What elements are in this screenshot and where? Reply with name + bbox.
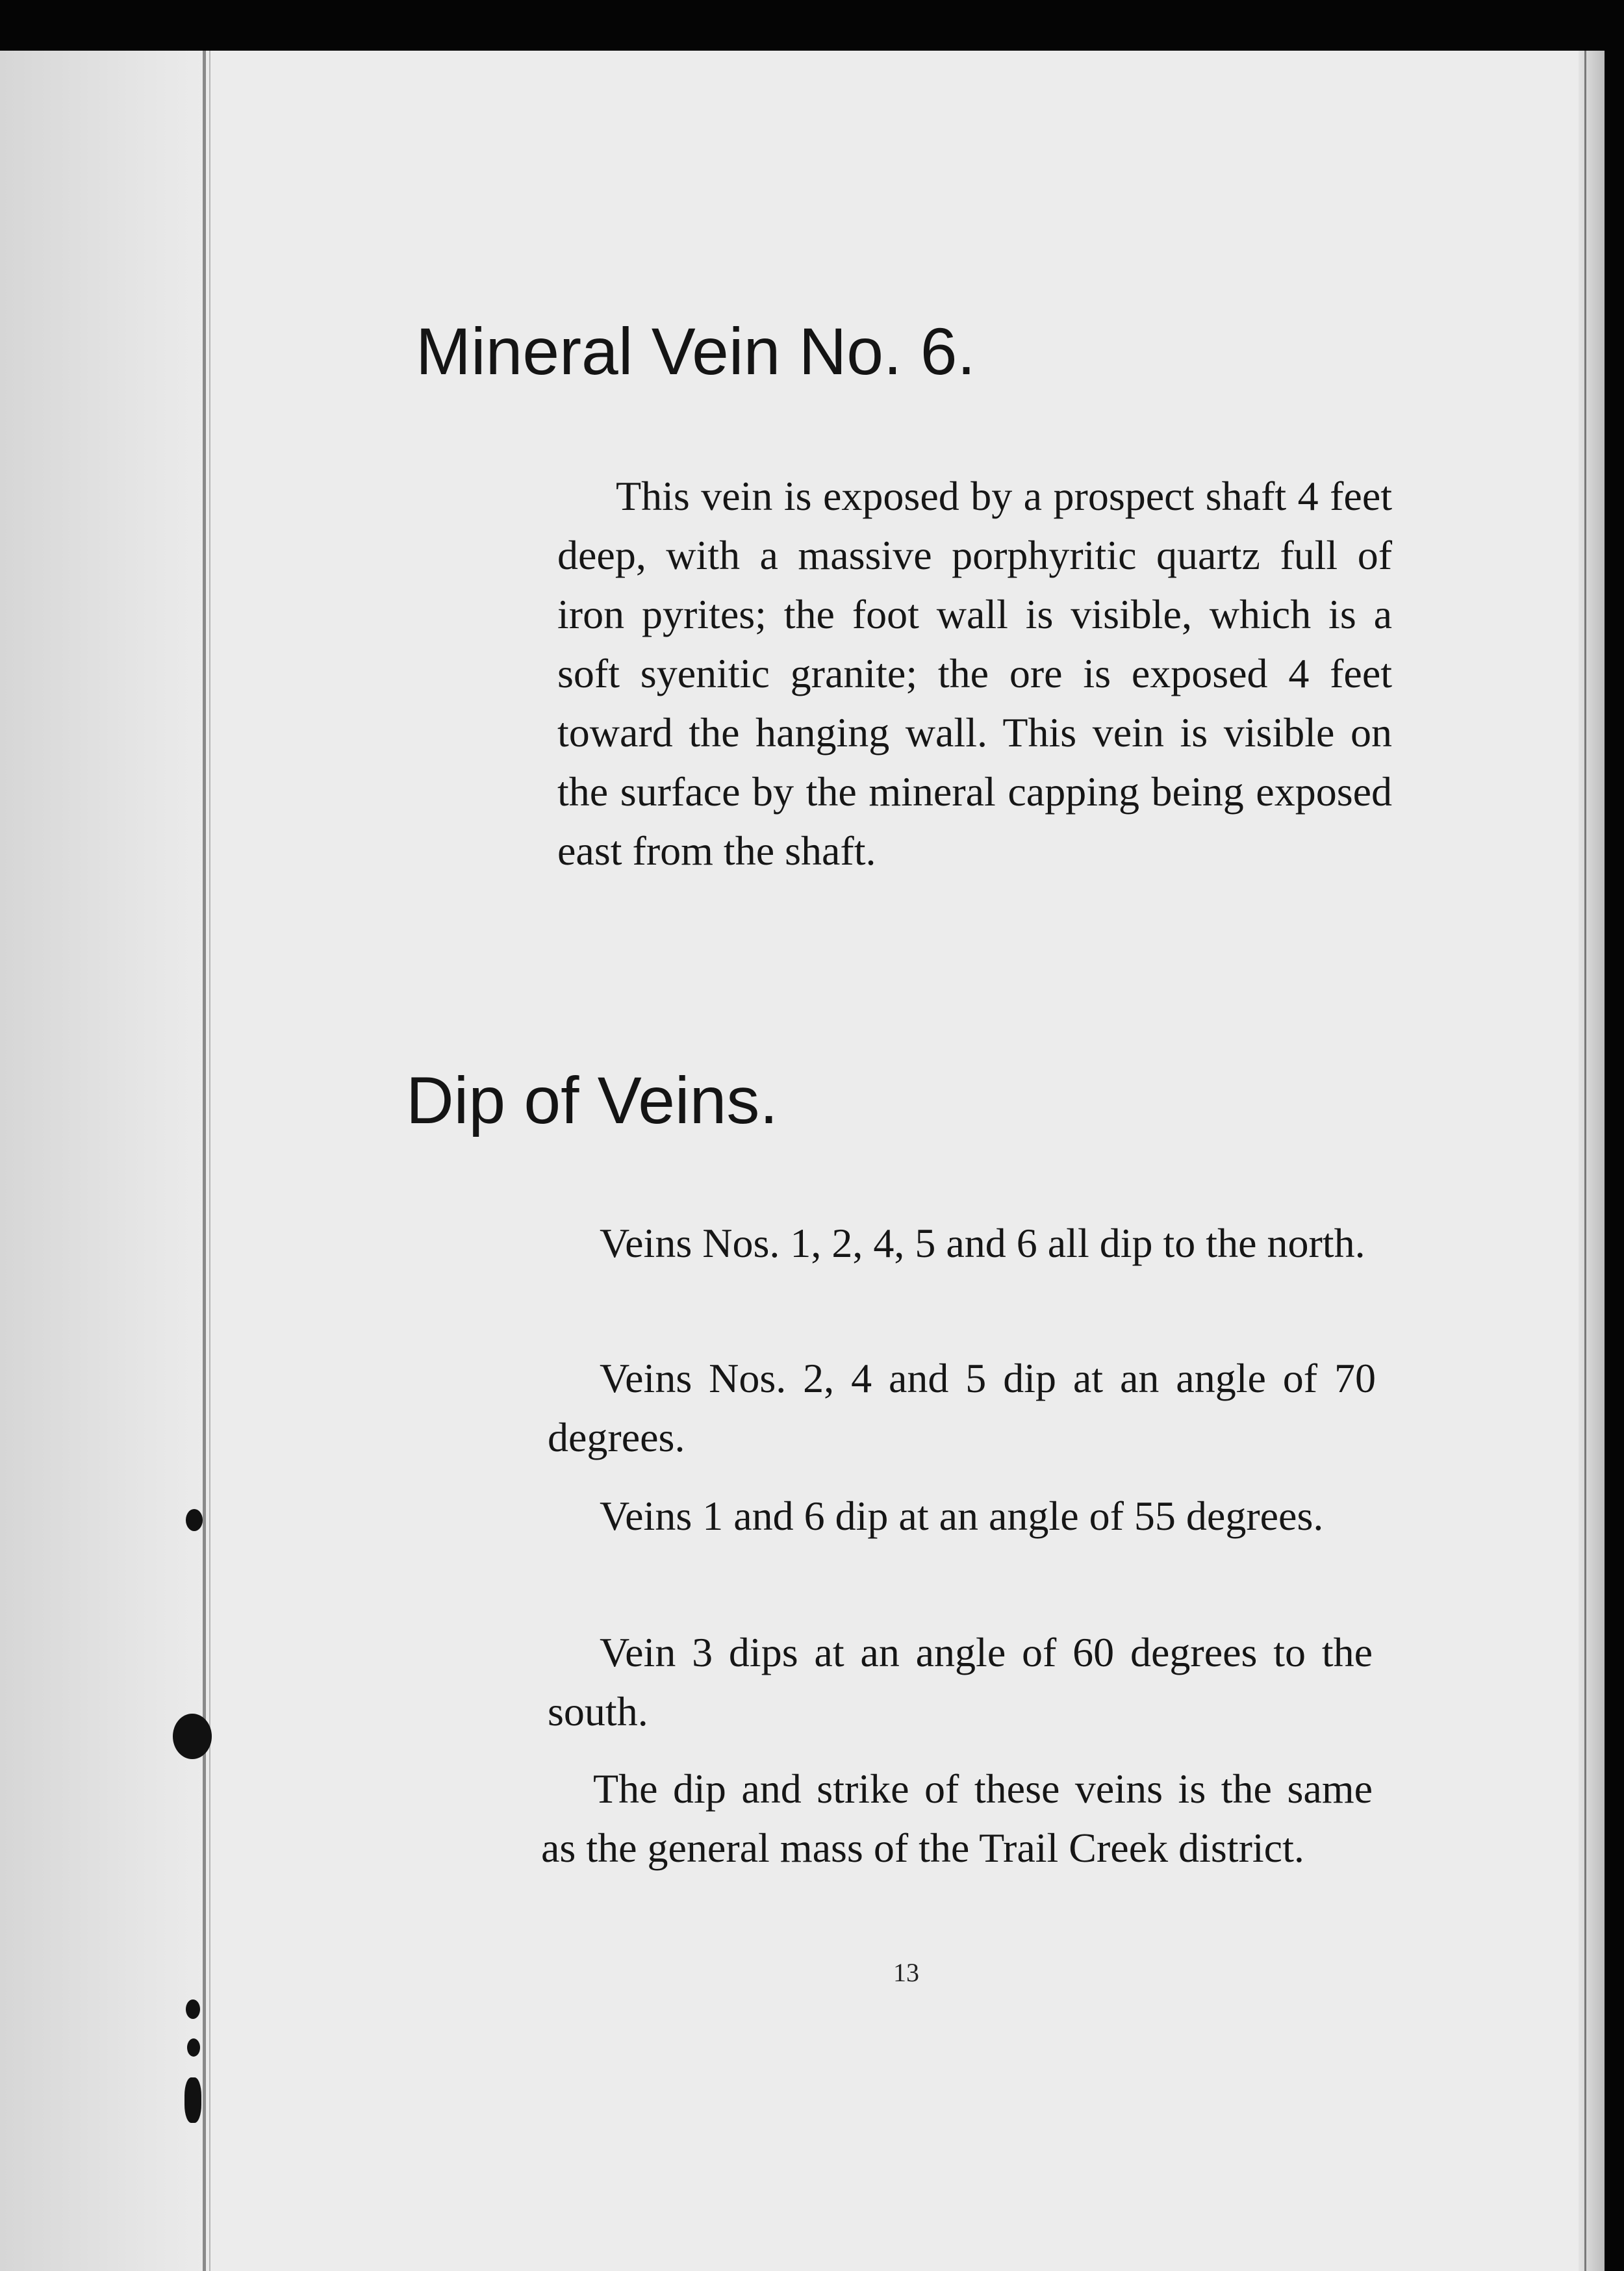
page-number: 13 <box>893 1958 919 1987</box>
paragraph-dip-70: Veins Nos. 2, 4 and 5 dip at an angle of 70 degrees. <box>548 1355 1376 1460</box>
paragraph-dip-60: Vein 3 dips at an angle of 60 degrees to the south. <box>548 1629 1373 1734</box>
binding-hole-mark <box>186 1509 203 1531</box>
paragraph-dip-55: Veins 1 and 6 dip at an angle of 55 degrees. <box>600 1493 1324 1539</box>
spine-line-secondary <box>209 51 210 2271</box>
page-right-edge-line <box>1584 51 1586 2271</box>
binding-hole-mark <box>186 1999 200 2019</box>
binding-hole-mark <box>184 2077 201 2123</box>
heading-dip-of-veins: Dip of Veins. <box>406 1063 778 1137</box>
spine-line <box>203 51 206 2271</box>
heading-mineral-vein: Mineral Vein No. 6. <box>416 314 976 388</box>
paragraph-dip-strike: The dip and strike of these veins is the same as the general mass of the Trail Creek district. <box>541 1766 1373 1871</box>
gutter-shadow <box>0 51 214 2271</box>
book-page <box>0 51 1605 2271</box>
binding-hole-mark <box>187 2038 200 2057</box>
paragraph-dip-north: Veins Nos. 1, 2, 4, 5 and 6 all dip to the north. <box>600 1220 1365 1266</box>
binding-hole-mark <box>173 1714 212 1759</box>
paragraph-vein-description: This vein is exposed by a prospect shaft 4 feet deep, with a massive porphyritic quartz full of iron pyrites; the foot wall is visible, which is a soft syenitic granite; the ore is exposed 4 feet toward the hanging wall. This vein is visible on the surface by the mineral capping being exposed east from the shaft. <box>557 473 1392 874</box>
page-right-edge <box>1579 51 1605 2271</box>
